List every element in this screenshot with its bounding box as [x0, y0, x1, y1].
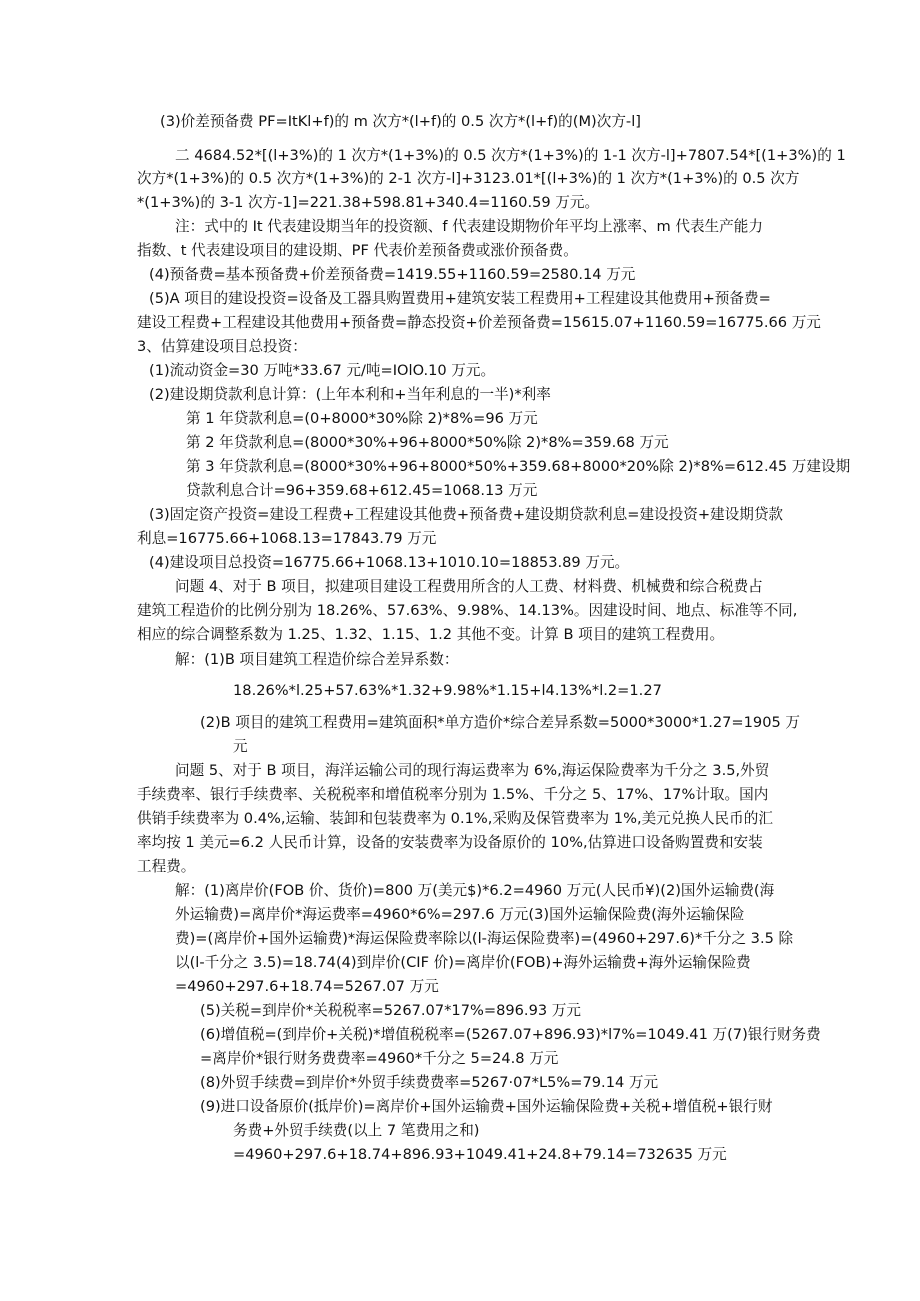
text-line: 利息=16775.66+1068.13=17843.79 万元	[137, 530, 437, 547]
text-line: 手续费率、银行手续费率、关税税率和增值税率分别为 1.5%、千分之 5、17%、17%计取。国内	[137, 786, 769, 803]
text-line: 第 1 年贷款利息=(0+8000*30%除 2)*8%=96 万元	[186, 410, 538, 427]
text-line: 注：式中的 It 代表建设期当年的投资额、f 代表建设期物价年平均上涨率、m 代表生产能力	[175, 218, 763, 235]
text-line: 供销手续费率为 0.4%,运输、装卸和包装费率为 0.1%,采购及保管费率为 1%,美元兑换人民币的汇	[137, 810, 773, 827]
text-line: (8)外贸手续费=到岸价*外贸手续费费率=5267·07*L5%=79.14 万元	[200, 1074, 659, 1091]
text-line: 解：(1)离岸价(FOB 价、货价)=800 万(美元$)*6.2=4960 万元(人民币¥)(2)国外运输费(海	[175, 882, 775, 899]
text-line: (4)预备费=基本预备费+价差预备费=1419.55+1160.59=2580.14 万元	[149, 266, 636, 283]
text-line: =4960+297.6+18.74=5267.07 万元	[175, 978, 439, 995]
text-line: 第 2 年贷款利息=(8000*30%+96+8000*50%除 2)*8%=359.68 万元	[186, 434, 669, 451]
text-line: *(1+3%)的 3-1 次方-1]=221.38+598.81+340.4=1160.59 万元。	[137, 194, 600, 211]
text-line: 二 4684.52*[(l+3%)的 1 次方*(1+3%)的 0.5 次方*(1+3%)的 1-1 次方-l]+7807.54*[(1+3%)的 1	[175, 147, 846, 164]
text-line: 贷款利息合计=96+359.68+612.45=1068.13 万元	[186, 482, 538, 499]
text-line: 务费+外贸手续费(以上 7 笔费用之和)	[233, 1122, 480, 1139]
text-line: 建筑工程造价的比例分别为 18.26%、57.63%、9.98%、14.13%。因建设时间、地点、标准等不同,	[137, 602, 798, 619]
text-line: 外运输费)=离岸价*海运费率=4960*6%=297.6 万元(3)国外运输保险费(海外运输保险	[175, 906, 745, 923]
text-line: (5)关税=到岸价*关税税率=5267.07*17%=896.93 万元	[200, 1002, 581, 1019]
text-line: 第 3 年贷款利息=(8000*30%+96+8000*50%+359.68+8000*20%除 2)*8%=612.45 万建设期	[186, 458, 851, 475]
formula-line: 18.26%*l.25+57.63%*1.32+9.98%*1.15+l4.13%*l.2=1.27	[233, 682, 662, 699]
text-line: 问题 4、对于 B 项目，拟建项目建设工程费用所含的人工费、材料费、机械费和综合税费占	[175, 578, 763, 595]
text-line: 相应的综合调整系数为 1.25、1.32、1.15、1.2 其他不变。计算 B 项目的建筑工程费用。	[137, 626, 725, 643]
text-line: 指数、t 代表建设项目的建设期、PF 代表价差预备费或涨价预备费。	[137, 242, 578, 259]
text-line: 以(l-千分之 3.5)=18.74(4)到岸价(CIF 价)=离岸价(FOB)+海外运输费+海外运输保险费	[175, 954, 751, 971]
text-line: 元	[233, 738, 248, 755]
text-line: 工程费。	[137, 858, 196, 875]
text-line: 次方*(1+3%)的 0.5 次方*(1+3%)的 2-1 次方-l]+3123.01*[(l+3%)的 1 次方*(1+3%)的 0.5 次方	[137, 170, 800, 187]
text-line: 解：(1)B 项目建筑工程造价综合差异系数：	[175, 651, 459, 668]
text-line: =离岸价*银行财务费费率=4960*千分之 5=24.8 万元	[200, 1050, 559, 1067]
text-line: (3)固定资产投资=建设工程费+工程建设其他费+预备费+建设期贷款利息=建设投资+建设期贷款	[149, 506, 784, 523]
text-line: 费)=(离岸价+国外运输费)*海运保险费率除以(l-海运保险费率)=(4960+297.6)*千分之 3.5 除	[175, 930, 794, 947]
text-line: (1)流动资金=30 万吨*33.67 元/吨=IOlO.10 万元。	[149, 362, 496, 379]
text-line: (9)进口设备原价(抵岸价)=离岸价+国外运输费+国外运输保险费+关税+增值税+银行财	[200, 1098, 773, 1115]
text-line: 问题 5、对于 B 项目，海洋运输公司的现行海运费率为 6%,海运保险费率为千分之 3.5,外贸	[175, 762, 770, 779]
text-line: (6)增值税=(到岸价+关税)*增值税税率=(5267.07+896.93)*l7%=1049.41 万(7)银行财务费	[200, 1026, 821, 1043]
text-line: 率均按 1 美元=6.2 人民币计算，设备的安装费率为设备原价的 10%,估算进口设备购置费和安装	[137, 834, 763, 851]
section-heading: 3、估算建设项目总投资：	[137, 338, 307, 355]
text-line: 建设工程费+工程建设其他费用+预备费=静态投资+价差预备费=15615.07+1160.59=16775.66 万元	[137, 314, 821, 331]
text-line: =4960+297.6+18.74+896.93+1049.41+24.8+79.14=732635 万元	[233, 1146, 727, 1163]
text-line: (2)建设期贷款利息计算：(上年本利和+当年利息的一半)*利率	[149, 386, 551, 403]
text-line: (4)建设项目总投资=16775.66+1068.13+1010.10=18853.89 万元。	[149, 554, 630, 571]
text-line: (5)A 项目的建设投资=设备及工器具购置费用+建筑安装工程费用+工程建设其他费用+预备费=	[149, 290, 771, 307]
text-line: (3)价差预备费 PF=ItKl+f)的 m 次方*(l+f)的 0.5 次方*(l+f)的(M)次方-l]	[160, 113, 641, 130]
text-line: (2)B 项目的建筑工程费用=建筑面积*单方造价*综合差异系数=5000*3000*1.27=1905 万	[200, 714, 800, 731]
